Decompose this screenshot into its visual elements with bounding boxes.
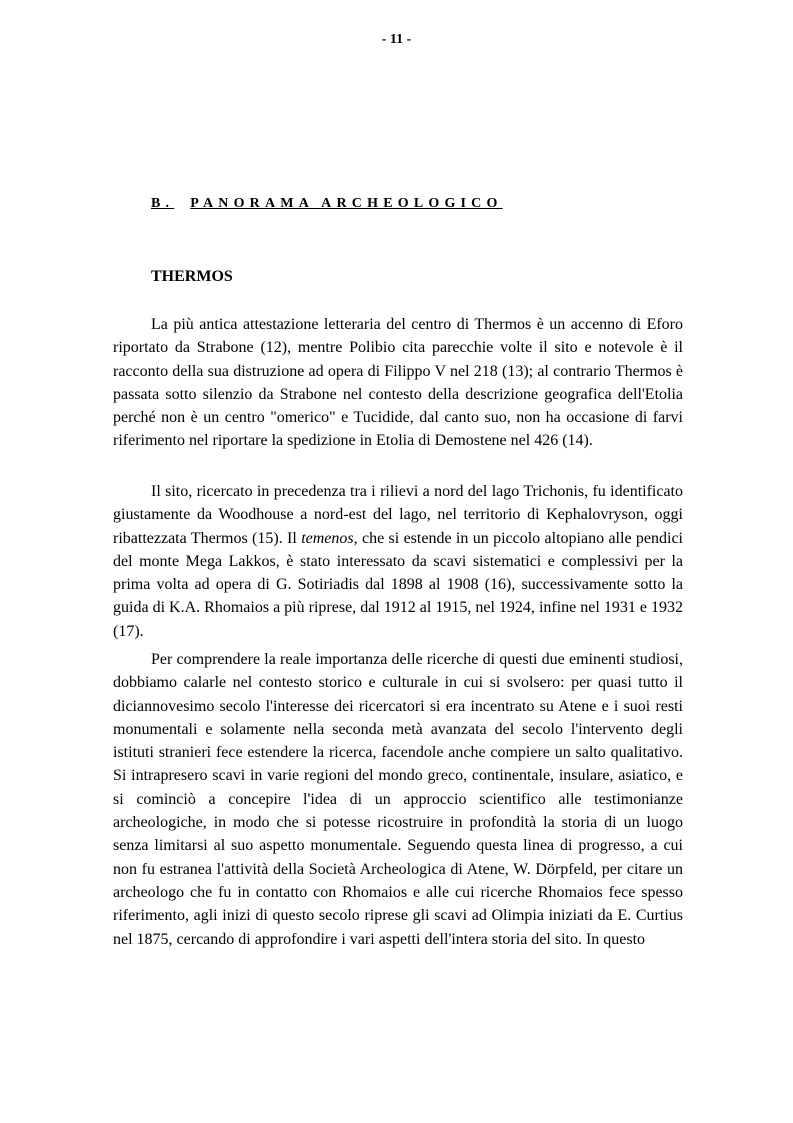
paragraph-1: La più antica attestazione letteraria del centro di Thermos è un accenno di Eforo riportato da Strabone (12), mentre Polibio cita parecchie volte il sito e notevole è il racconto della sua distruzione ad opera di Filippo V nel 218 (13); al contrario Thermos è passata sotto silenzio da Strabone nel contesto della descrizione geografica dell'Etolia perché non è un centro "omerico" e Tucidide, dal canto suo, non ha occasione di farvi riferimento nel riportare la spedizione in Etolia di Demostene nel 426 (14). xyxy=(113,316,683,450)
section-letter: B. xyxy=(151,196,175,211)
paragraph-1-container xyxy=(113,313,683,453)
paragraph-3-container xyxy=(113,648,683,951)
subheading-thermos: THERMOS xyxy=(151,268,233,285)
paragraph-2 xyxy=(113,480,683,643)
section-heading xyxy=(151,196,503,212)
paragraph-2-text-after: , che si estende in un piccolo altopiano alle pendici del monte Mega Lakkos, è stato interessato da scavi sistematici e complessivi per la prima volta ad opera di G. Sotiriadis dal 1898 al 1908 (16), successivamente sotto la guida di K.A. Rhomaios a più riprese, dal 1912 al 1915, nel 1924, infine nel 1931 e 1932 (17). xyxy=(113,529,683,640)
paragraph-2-text-before: Il sito, ricercato in precedenza tra i rilievi a nord del lago Trichonis, fu identificato giustamente da Woodhouse a nord-est del lago, nel territorio di Kephalovryson, oggi ribattezzata Thermos (15). Il xyxy=(113,483,683,547)
paragraph-2-container xyxy=(113,480,683,643)
temenos-term: temenos xyxy=(301,529,354,547)
section-title: PANORAMA ARCHEOLOGICO xyxy=(190,196,503,211)
page-number: - 11 - xyxy=(381,32,412,47)
paragraph-3: Per comprendere la reale importanza delle ricerche di questi due eminenti studiosi, dobbiamo calarle nel contesto storico e culturale in cui si svolsero: per quasi tutto il diciannovesimo secolo l'interesse dei ricercatori si era incentrato su Atene e i suoi resti monumentali e solamente nella seconda metà avanzata del secolo l'intervento degli istituti stranieri fece estendere la ricerca, facendole anche compiere un salto qualitativo. Si intrapresero scavi in varie regioni del mondo greco, continentale, insulare, asiatico, e si cominciò a concepire l'idea di un approccio scientifico alle testimonianze archeologiche, in modo che si potesse ricostruire in profondità la storia di un luogo senza limitarsi al suo aspetto monumentale. Seguendo questa linea di progresso, a cui non fu estranea l'attività della Società Archeologica di Atene, W. Dörpfeld, per citare un archeologo che fu in contatto con Rhomaios e alle cui ricerche Rhomaios fece spesso riferimento, agli inizi di questo secolo riprese gli scavi ad Olimpia iniziati da E. Curtius nel 1875, cercando di approfondire i vari aspetti dell'intera storia del sito. In questo xyxy=(113,651,683,948)
